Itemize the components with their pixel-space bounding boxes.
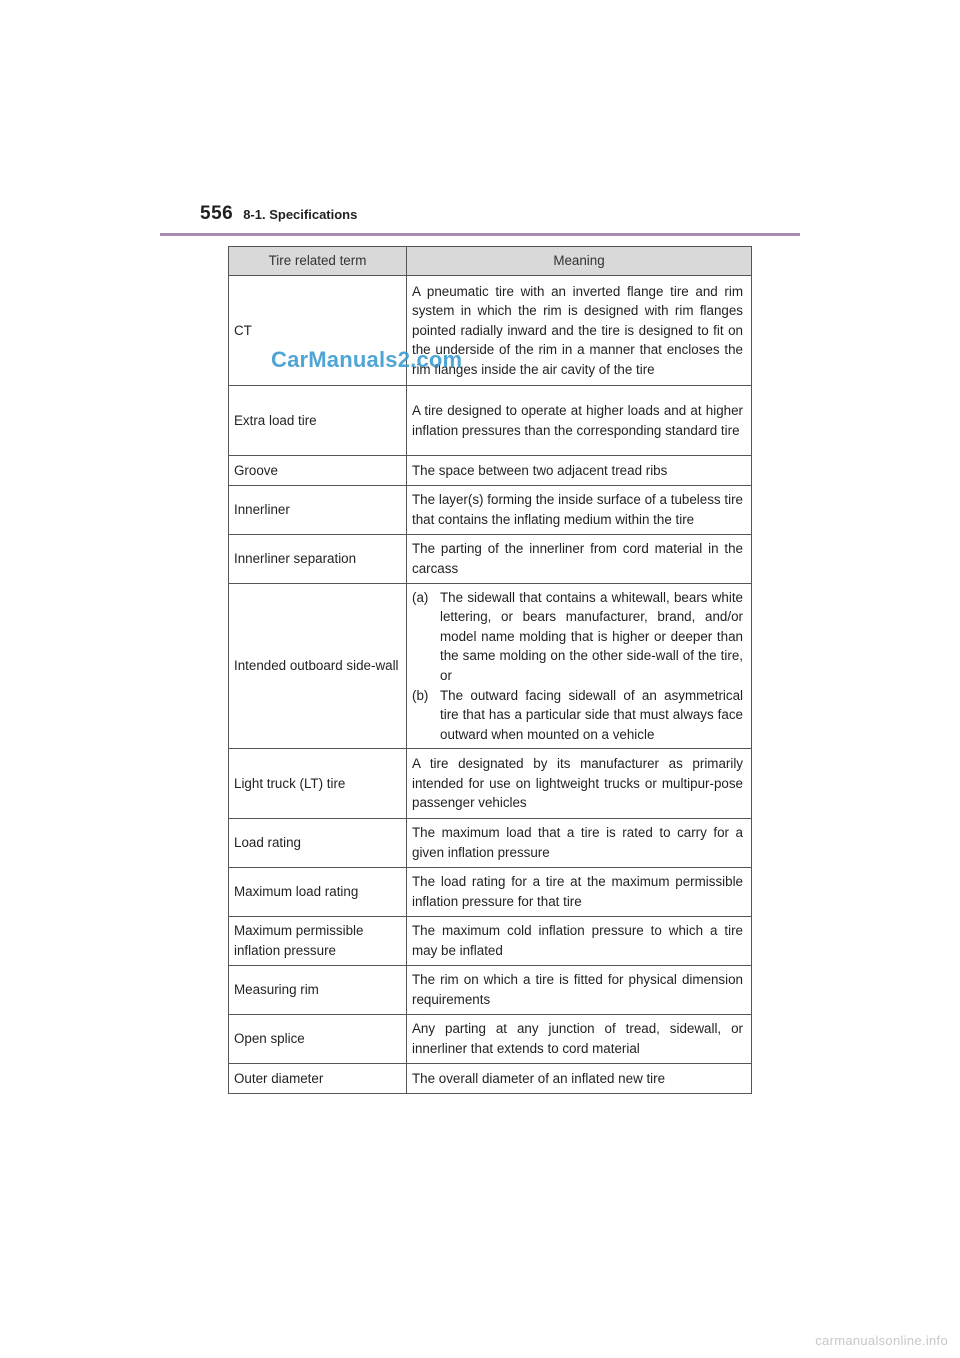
table-row: [229, 966, 752, 1015]
meaning-cell: A tire designed to operate at higher loads and at higher inflation pressures than the corresponding standard tire: [407, 386, 752, 456]
table-row: [229, 1064, 752, 1094]
term-cell: Extra load tire: [229, 386, 407, 456]
term-cell: Innerliner separation: [229, 535, 407, 584]
column-header-meaning: Meaning: [407, 247, 752, 276]
footer-watermark: carmanualsonline.info: [815, 1333, 948, 1348]
meaning-cell: [407, 584, 752, 749]
meaning-cell: The maximum cold inflation pressure to which a tire may be inflated: [407, 917, 752, 966]
table-row: [229, 749, 752, 819]
term-cell: Measuring rim: [229, 966, 407, 1015]
meaning-cell: The load rating for a tire at the maximum permissible inflation pressure for that tire: [407, 868, 752, 917]
list-item: [412, 588, 743, 686]
table-row: [229, 535, 752, 584]
table-row: [229, 917, 752, 966]
term-cell: Intended outboard side-wall: [229, 584, 407, 749]
meaning-cell: The layer(s) forming the inside surface of a tubeless tire that contains the inflating medium within the tire: [407, 486, 752, 535]
page-number: 556: [200, 203, 234, 224]
term-cell: CT: [229, 276, 407, 386]
table-row: [229, 456, 752, 486]
table-row: [229, 819, 752, 868]
meaning-cell: The overall diameter of an inflated new tire: [407, 1064, 752, 1094]
table-row: [229, 486, 752, 535]
meaning-cell: A tire designated by its manufacturer as primarily intended for use on lightweight trucks or multipur-pose passenger vehicles: [407, 749, 752, 819]
list-item-text: The outward facing sidewall of an asymmetrical tire that has a particular side that must always face outward when mounted on a vehicle: [440, 687, 743, 742]
term-cell: Groove: [229, 456, 407, 486]
term-cell: Open splice: [229, 1015, 407, 1064]
list-item-label: (b): [412, 687, 429, 703]
meaning-cell: Any parting at any junction of tread, sidewall, or innerliner that extends to cord material: [407, 1015, 752, 1064]
term-cell: Outer diameter: [229, 1064, 407, 1094]
table-row: [229, 386, 752, 456]
list-item-label: (a): [412, 589, 429, 605]
table-row: [229, 868, 752, 917]
term-cell: Maximum load rating: [229, 868, 407, 917]
term-cell: Maximum permissible inflation pressure: [229, 917, 407, 966]
meaning-cell: The rim on which a tire is fitted for physical dimension requirements: [407, 966, 752, 1015]
header-divider: [160, 233, 800, 236]
table-header-row: [229, 247, 752, 276]
page-header: [200, 203, 357, 225]
table-row: [229, 1015, 752, 1064]
list-item-text: The sidewall that contains a whitewall, bears white lettering, or bears manufacturer, brand, and/or model name molding that is higher or deeper than the same molding on the other side-wall of the tire, or: [440, 589, 743, 683]
meaning-cell: The space between two adjacent tread ribs: [407, 456, 752, 486]
section-title: 8-1. Specifications: [243, 207, 358, 222]
term-cell: Load rating: [229, 819, 407, 868]
table-row: [229, 584, 752, 749]
watermark-overlay: CarManuals2.com: [271, 347, 463, 372]
tire-terms-table: [228, 246, 752, 1094]
term-cell: Innerliner: [229, 486, 407, 535]
list-item: [412, 686, 743, 745]
meaning-cell: The maximum load that a tire is rated to carry for a given inflation pressure: [407, 819, 752, 868]
term-cell: Light truck (LT) tire: [229, 749, 407, 819]
meaning-cell: A pneumatic tire with an inverted flange tire and rim system in which the rim is designed with rim flanges pointed radially inward and the tire is designed to fit on the underside of the rim in a manner that encloses the rim flanges inside the air cavity of the tire: [407, 276, 752, 386]
column-header-term: Tire related term: [229, 247, 407, 276]
meaning-cell: The parting of the innerliner from cord material in the carcass: [407, 535, 752, 584]
